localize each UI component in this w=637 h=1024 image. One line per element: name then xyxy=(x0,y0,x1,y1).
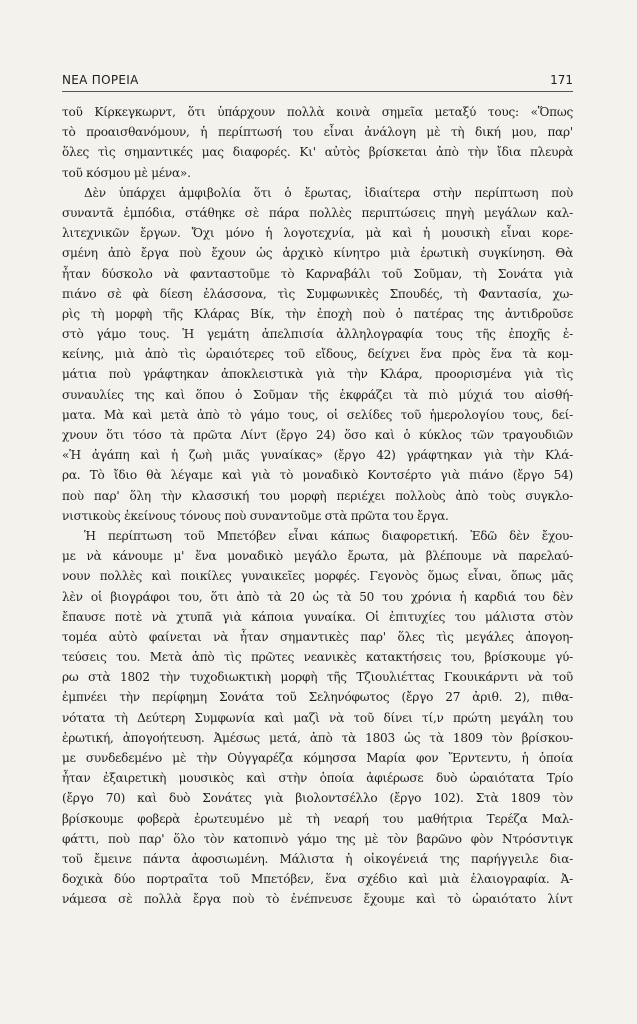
text-line: τομέα αὐτὸ φαίνεται νὰ ἦταν σημαντικὲς παρ' ὅλες τὶς μεγάλες ἀπογοη- xyxy=(62,629,573,644)
text-line: ρω στὰ 1802 τὴν τυχοδιωκτικὴ μορφὴ τῆς Τζιουλιέττας Γκουικάρντι νὰ τοῦ xyxy=(62,670,573,685)
text-line: τοῦ κόσμου μὲ μένα». xyxy=(62,165,191,180)
text-line: ὅλες τὶς σημαντικές μας διαφορές. Κι' αὐτὸς βρίσκεται ἀπὸ τὴν ἴδια πλευρὰ xyxy=(62,145,573,160)
text-line: «Ἡ ἀγάπη καὶ ἡ ζωὴ μιᾶς γυναίκας» (ἔργο 42) γράφτηκαν γιὰ τὴν Κλά- xyxy=(62,448,573,463)
text-line: στὸ γάμο τους. Ἡ γεμάτη ἀπελπισία ἀλληλογραφία τους τῆς ἐποχῆς ἐ- xyxy=(62,327,573,342)
running-title: ΝΕΑ ΠΟΡΕΙΑ xyxy=(62,73,139,87)
text-line: ἦταν δύσκολο νὰ φανταστοῦμε τὸ Καρναβάλι τοῦ Σοῦμαν, τὴ Σονάτα γιὰ xyxy=(62,266,573,281)
text-line: μάτια ποὺ γράφτηκαν ἀποκλειστικὰ γιὰ τὴν Κλάρα, προορισμένα γιὰ τὶς xyxy=(62,367,573,382)
text-line: τοῦ Κίρκεγκωρντ, ὅτι ὑπάρχουν πολλὰ κοινὰ σημεῖα μεταξύ τους: «Ὅπως xyxy=(62,105,573,119)
page-number: 171 xyxy=(550,73,573,87)
text-line: ἐμπνέει τὴν περίφημη Σονάτα τοῦ Σεληνόφωτος (ἔργο 27 ἀριθ. 2), πιθα- xyxy=(62,690,573,705)
text-line: τοῦ ἔμεινε πάντα ἀφοσιωμένη. Μάλιστα ἡ οἰκογένειά της παρήγγειλε δια- xyxy=(62,851,573,866)
body-text xyxy=(62,102,573,910)
text-line: ρὶς τὴ μορφὴ τῆς Κλάρας Βίκ, τὴν ἐποχὴ ποὺ ὁ πατέρας της ἀντιδροῦσε xyxy=(62,306,573,321)
text-line: τεύσεις του. Μετὰ ἀπὸ τὶς πρῶτες νεανικὲς κατακτήσεις του, βρίσκουμε γύ- xyxy=(62,650,573,665)
text-line: συναντᾶ ἐμπόδια, στάθηκε σὲ πάρα πολλὲς περιπτώσεις πηγὴ μεγάλων καλ- xyxy=(62,205,573,220)
text-line: τὸ προαισθανόμουν, ἡ περίπτωσή του εἶναι ἀνάλογη μὲ τὴ δική μου, παρ' xyxy=(62,125,573,140)
text-line: ἐρωτική, ἀπογοήτευση. Ἀμέσως μετά, ἀπὸ τὰ 1803 ὡς τὰ 1809 τὸν βρίσκου- xyxy=(62,730,573,745)
text-line: ματα. Μὰ καὶ μετὰ ἀπὸ τὸ γάμο τους, οἱ σελίδες τοῦ ἡμερολογίου τους, δεί- xyxy=(62,407,573,422)
text-line: νιστικοὺς ἐκείνους τόνους ποὺ συναντοῦμε στὰ πρῶτα του ἔργα. xyxy=(62,508,449,523)
text-line: με νὰ κάνουμε μ' ἕνα μοναδικὸ μεγάλο ἔρωτα, μὰ βλέπουμε νὰ παρελαύ- xyxy=(62,549,573,564)
text-line: ἔπαυσε ποτὲ νὰ χτυπᾶ γιὰ κάποια γυναίκα. Οἱ ἐπιτυχίες του μάλιστα στὸν xyxy=(62,609,573,624)
text-line: ἦταν ἐξαιρετικὴ μουσικὸς καὶ στὴν ὁποία ἀφιέρωσε δυὸ ὡραιότατα Τρίο xyxy=(62,771,573,786)
text-line: ποὺ παρ' ὅλη τὴν κλασσική του μορφὴ περιέχει πολλοὺς ἀπὸ τοὺς συγκλο- xyxy=(62,488,573,503)
text-line: Ἡ περίπτωση τοῦ Μπετόβεν εἶναι κάπως διαφορετική. Ἐδῶ δὲν ἔχου- xyxy=(84,528,573,543)
text-line: κείνης, μιὰ ἀπὸ τὶς ὡραιότερες τοῦ εἴδους, δείχνει ἕνα πρὸς ἕνα τὰ κομ- xyxy=(62,347,573,362)
text-line: πιάνο σὲ φὰ δίεση ἐλάσσονα, τὶς Συμφωνικὲς Σπουδές, τὴ Φαντασία, χω- xyxy=(62,286,573,301)
text-line: νότατα τὴ Δεύτερη Συμφωνία καὶ μαζὶ νὰ τοῦ δίνει τί,ν πρώτη μεγάλη του xyxy=(62,710,573,725)
text-line: νουν πολλὲς καὶ ποικίλες γυναικεῖες μορφές. Γεγονὸς ὅμως εἶναι, ὅπως μᾶς xyxy=(62,569,573,584)
text-line: ρα. Τὸ ἴδιο θὰ λέγαμε καὶ γιὰ τὸ μοναδικὸ Κοντσέρτο γιὰ πιάνο (ἔργο 54) xyxy=(62,468,573,483)
text-line: νάμεσα σὲ πολλὰ ἔργα ποὺ τὸ ἐνέπνευσε ἔχουμε καὶ τὸ ὡραιότατο λίντ xyxy=(62,892,573,907)
text-line: βρίσκουμε φοβερὰ ἐρωτευμένο μὲ τὴ νεαρή του μαθήτρια Τερέζα Μαλ- xyxy=(62,811,573,826)
text-line: δοχικὰ δύο πορτραῖτα τοῦ Μπετόβεν, ἕνα σχέδιο καὶ μιὰ ἐλαιογραφία. Ἀ- xyxy=(62,872,573,887)
text-line: (ἔργο 70) καὶ δυὸ Σονάτες γιὰ βιολοντσέλλο (ἔργο 102). Στὰ 1809 τὸν xyxy=(62,791,573,806)
page-header xyxy=(62,73,573,92)
text-line: χνουν ὅτι τόσο τὰ πρῶτα Λίντ (ἔργο 24) ὅσο καὶ ὁ κύκλος τῶν τραγουδιῶν xyxy=(62,428,573,442)
text-line: λιτεχνικῶν ἔργων. Ὄχι μόνο ἡ λογοτεχνία, μὰ καὶ ἡ μουσικὴ εἶναι κορε- xyxy=(62,226,573,241)
text-line: με συνδεδεμένο μὲ τὴν Οὐγγαρέζα κόμησσα Μαρία φον Ἔρντεντυ, ἡ ὁποία xyxy=(62,751,573,765)
text-line: φάττι, ποὺ παρ' ὅλο τὸν κατοπινὸ γάμο της μὲ τὸν βαρῶνο φὸν Ντρόσντιγκ xyxy=(62,831,573,846)
text-line: Δὲν ὑπάρχει ἀμφιβολία ὅτι ὁ ἔρωτας, ἰδιαίτερα στὴν περίπτωση ποὺ xyxy=(84,185,573,200)
text-line: λὲν οἱ βιογράφοι του, ὅτι ἀπὸ τὰ 20 ὡς τὰ 50 του χρόνια ἡ καρδιά του δὲν xyxy=(62,589,573,604)
text-line: συναυλίες της καὶ ὅπου ὁ Σοῦμαν τῆς ἐκφράζει τὰ πιὸ μύχιά του αἰσθή- xyxy=(62,387,573,402)
text-line: σμένη ἀπὸ ἔργα ποὺ ἔχουν ὡς ἀρχικὸ κίνητρο μιὰ ἐρωτικὴ συγκίνηση. Θὰ xyxy=(62,246,573,261)
